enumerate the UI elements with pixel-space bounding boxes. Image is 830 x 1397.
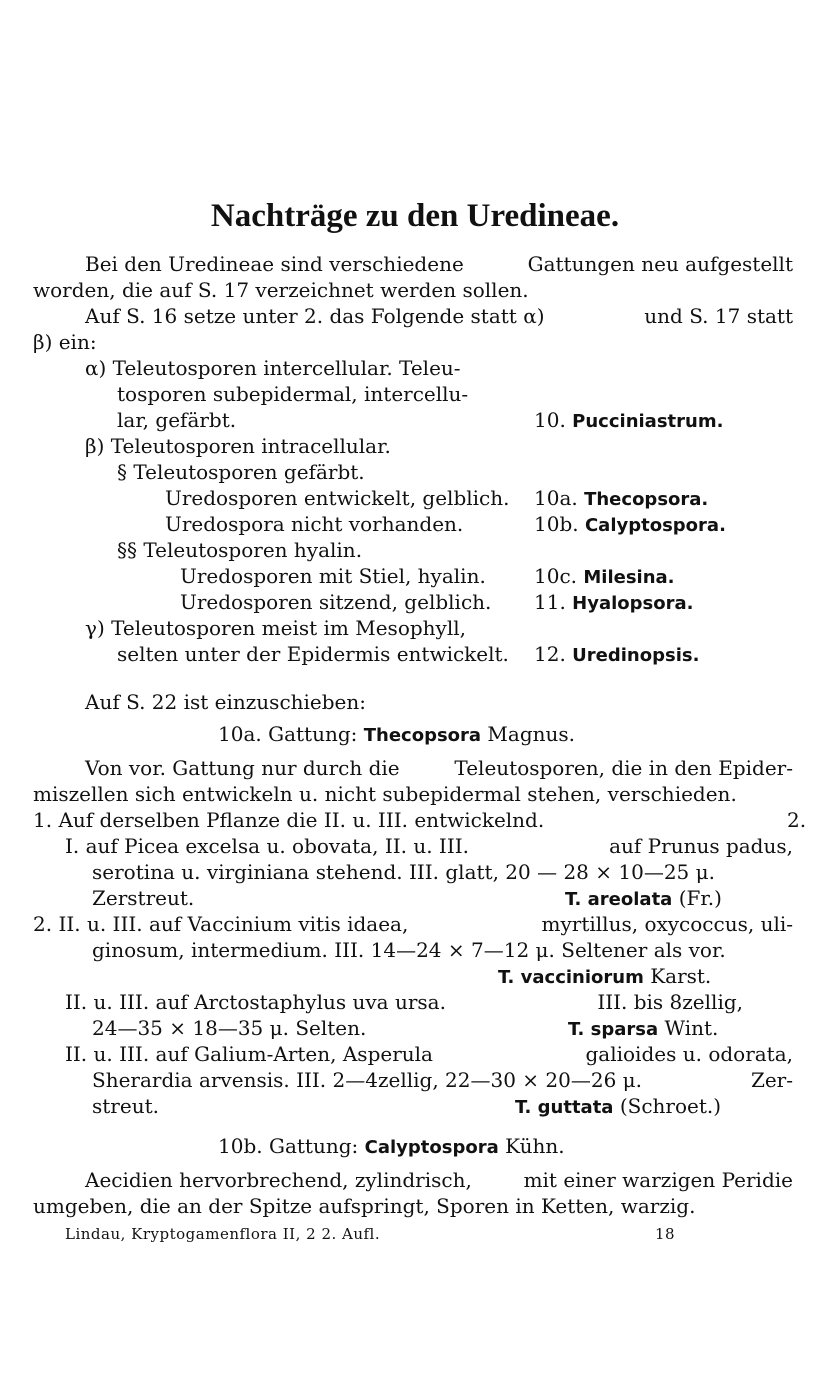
key-b-line-7: Uredosporen sitzend, gelblich. <box>180 590 492 614</box>
thecopsora-key-1: 1. Auf derselben Pflanze die II. u. III. entwickelnd. <box>33 808 545 832</box>
key-b-line-1: β) Teleutosporen intracellular. <box>85 434 391 458</box>
key-b-line-6: Uredosporen mit Stiel, hyalin. <box>180 564 486 588</box>
species-sparsa: T. sparsa Wint. <box>568 1016 719 1040</box>
thecopsora-key-3-2: 24—35 × 18—35 μ. Selten. <box>92 1016 367 1040</box>
intro-line-1: Bei den Uredineae sind verschiedene Gattungen neu aufgestellt <box>85 252 793 276</box>
key-b-line-4: Uredospora nicht vorhanden. <box>165 512 464 536</box>
key-result-thecopsora: 10a. Thecopsora. <box>534 486 709 510</box>
thecopsora-key-i-3: Zerstreut. <box>92 886 195 910</box>
intro-line-2: worden, die auf S. 17 verzeichnet werden sollen. <box>33 278 529 302</box>
species-vacciniorum: T. vacciniorum Karst. <box>498 964 712 988</box>
thecopsora-key-2-2: ginosum, intermedium. III. 14—24 × 7—12 μ. Seltener als vor. <box>92 938 726 962</box>
thecopsora-key-2-1: 2. II. u. III. auf Vaccinium vitis idaea, myrtillus, oxycoccus, uli- <box>33 912 793 936</box>
key-a-line-1: α) Teleutosporen intercellular. Teleu- <box>85 356 461 380</box>
calyptospora-desc-1: Aecidien hervorbrechend, zylindrisch, mit einer warzigen Peridie <box>85 1168 793 1192</box>
footer-signature: 18 <box>655 1225 676 1243</box>
species-guttata: T. guttata (Schroet.) <box>515 1094 722 1118</box>
thecopsora-desc-1: Von vor. Gattung nur durch die Teleutosporen, die in den Epider- <box>85 756 793 780</box>
intro-line-4: β) ein: <box>33 330 97 354</box>
thecopsora-key-i-1: I. auf Picea excelsa u. obovata, II. u. III. auf Prunus padus, <box>65 834 793 858</box>
key-result-uredinopsis: 12. Uredinopsis. <box>534 642 700 666</box>
calyptospora-desc-2: umgeben, die an der Spitze aufspringt, Sporen in Ketten, warzig. <box>33 1194 696 1218</box>
key-a-line-2: tosporen subepidermal, intercellu- <box>117 382 469 406</box>
genus-heading-thecopsora: 10a. Gattung: Thecopsora Magnus. <box>218 722 576 746</box>
page-title: Nachträge zu den Uredineae. <box>210 198 620 234</box>
species-areolata: T. areolata (Fr.) <box>565 886 722 910</box>
key-b-line-3: Uredosporen entwickelt, gelblich. <box>165 486 510 510</box>
key-c-line-2: selten unter der Epidermis entwickelt. <box>117 642 509 666</box>
key-result-calyptospora: 10b. Calyptospora. <box>534 512 726 536</box>
key-b-sect-1: § Teleutosporen gefärbt. <box>117 460 365 484</box>
thecopsora-key-4-1: II. u. III. auf Galium-Arten, Asperula galioides u. odorata, <box>65 1042 793 1066</box>
thecopsora-desc-2: miszellen sich entwickeln u. nicht subepidermal stehen, verschieden. <box>33 782 737 806</box>
key-result-milesina: 10c. Milesina. <box>534 564 675 588</box>
key-b-sect-2: §§ Teleutosporen hyalin. <box>117 538 363 562</box>
thecopsora-key-1-ref: 2. <box>787 808 807 832</box>
footer-citation: Lindau, Kryptogamenflora II, 2 2. Aufl. <box>65 1225 381 1243</box>
thecopsora-key-4-3: streut. <box>92 1094 159 1118</box>
thecopsora-key-4-2: Sherardia arvensis. III. 2—4zellig, 22—30 × 20—26 μ. Zer- <box>92 1068 793 1092</box>
key-result-pucciniastrum: 10. Pucciniastrum. <box>534 408 724 432</box>
key-c-line-1: γ) Teleutosporen meist im Mesophyll, <box>85 616 466 640</box>
thecopsora-key-i-2: serotina u. virginiana stehend. III. glatt, 20 — 28 × 10—25 μ. <box>92 860 715 884</box>
intro-line-3: Auf S. 16 setze unter 2. das Folgende statt α) und S. 17 statt <box>85 304 793 328</box>
genus-heading-calyptospora: 10b. Gattung: Calyptospora Kühn. <box>218 1134 565 1158</box>
insert-note: Auf S. 22 ist einzuschieben: <box>85 690 367 714</box>
thecopsora-key-3-1: II. u. III. auf Arctostaphylus uva ursa. III. bis 8zellig, <box>65 990 743 1014</box>
key-a-line-3: lar, gefärbt. <box>117 408 237 432</box>
key-result-hyalopsora: 11. Hyalopsora. <box>534 590 694 614</box>
